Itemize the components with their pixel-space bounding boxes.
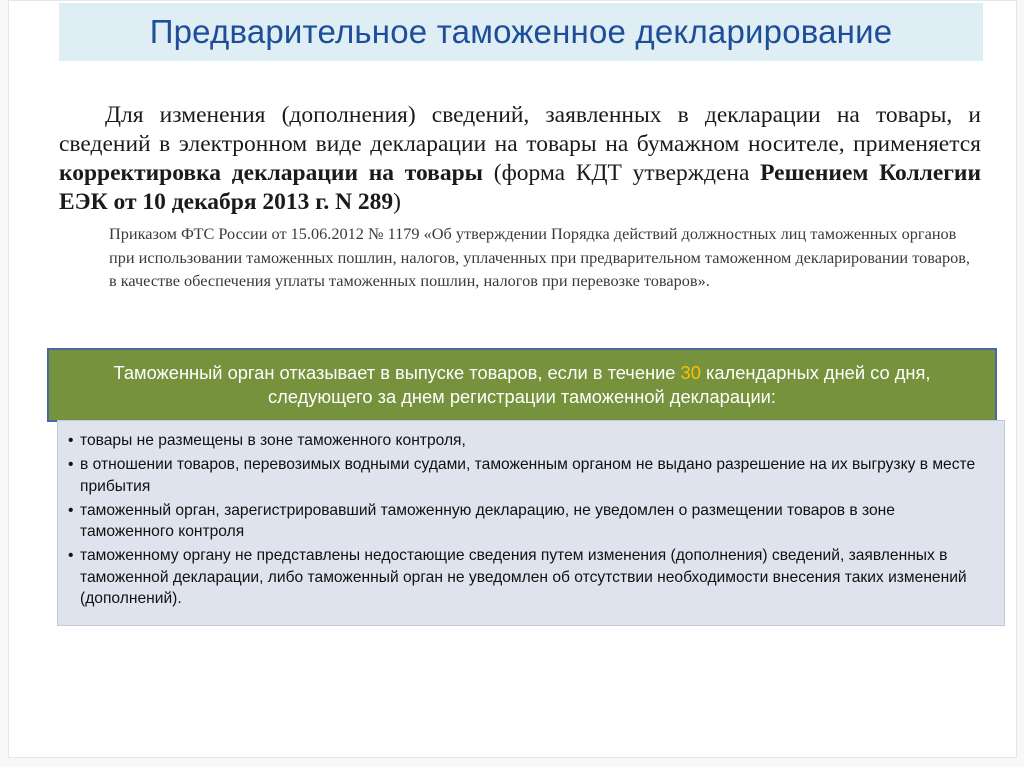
citation: Приказом ФТС России от 15.06.2012 № 1179 «Об утверждении Порядка действий должностных лиц таможенных органов при использовании таможенных пошлин, налогов, уплаченных при предварительном таможенном декларировании товаров, в качестве обеспечения уплаты таможенных пошлин, налогов при перевозке товаров».: [109, 224, 970, 290]
bullet-box: [57, 420, 1005, 626]
bullet-item: [68, 454, 992, 497]
main-paragraph: [59, 101, 981, 217]
bullet-list: [68, 430, 992, 610]
main-paragraph-text-2: (форма КДТ утверждена: [483, 160, 761, 186]
slide: [8, 0, 1017, 758]
title-bar: [59, 3, 983, 61]
bullet-item-text: в отношении товаров, перевозимых водными судами, таможенным органом не выдано разрешение на их выгрузку в месте прибытия: [80, 456, 976, 495]
bullet-item: [68, 545, 992, 610]
slide-title: Предварительное таможенное декларирование: [149, 13, 893, 50]
bullet-item-text: таможенный орган, зарегистрировавший таможенную декларацию, не уведомлен о размещении товаров в зоне таможенного контроля: [80, 501, 895, 540]
condition-banner: [47, 348, 997, 422]
main-paragraph-text-3: ): [393, 189, 401, 215]
main-paragraph-bold-2: Решением Коллегии ЕЭК от 10 декабря 2013 г. N 289: [59, 160, 981, 215]
main-paragraph-bold-1: корректировка декларации на товары: [59, 160, 484, 186]
banner-highlight-days: 30: [680, 362, 701, 383]
banner-text-before: Таможенный орган отказывает в выпуске товаров, если в течение: [113, 362, 681, 383]
bullet-item-text: товары не размещены в зоне таможенного контроля,: [80, 432, 466, 449]
banner-text-after: календарных дней со дня, следующего за днем регистрации таможенной декларации:: [268, 362, 931, 407]
condition-banner-text: [73, 361, 971, 409]
bullet-dot-icon: •: [68, 432, 74, 449]
bullet-item: [68, 430, 992, 452]
bullet-dot-icon: •: [68, 501, 74, 519]
bullet-item: [68, 500, 992, 543]
bullet-item-text: таможенному органу не представлены недостающие сведения путем изменения (дополнения) сведений, заявленных в таможенной декларации, либо таможенный орган не уведомлен об отсутствии необходимости внесения таких изменений (дополнений).: [80, 547, 967, 607]
main-paragraph-text-1: Для изменения (дополнения) сведений, заявленных в декларации на товары, и сведений в электронном виде декларации на товары на бумажном носителе, применяется: [59, 102, 981, 157]
bullet-dot-icon: •: [68, 547, 74, 564]
bullet-dot-icon: •: [68, 456, 74, 473]
